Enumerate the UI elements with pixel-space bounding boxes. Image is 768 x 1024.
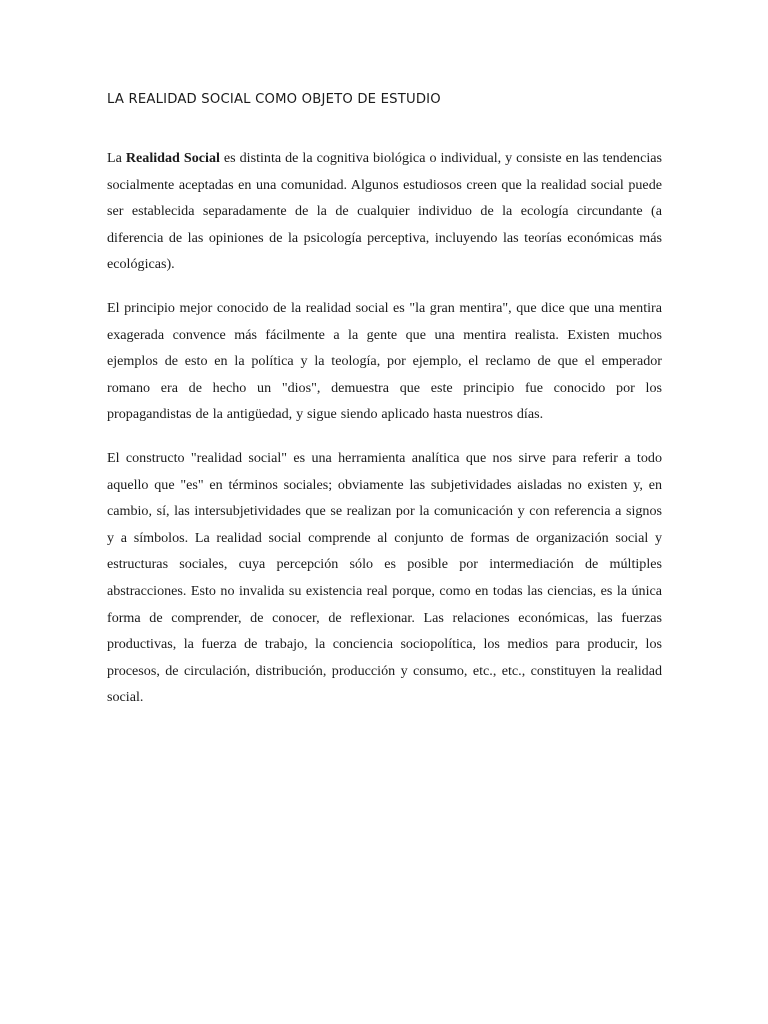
document-title: LA REALIDAD SOCIAL COMO OBJETO DE ESTUDIO xyxy=(107,92,441,107)
paragraph-1-lead: La xyxy=(107,150,126,166)
paragraph-1-text: es distinta de la cognitiva biológica o individual, y consiste en las tendencias socialmente aceptadas en una comunidad. Algunos estudiosos creen que la realidad social puede ser establecida separadamente de la de cualquier individuo de la ecología circundante (a diferencia de las opiniones de la psicología perceptiva, incluyendo las teorías económicas más ecológicas). xyxy=(107,150,662,273)
realidad-social-term: Realidad Social xyxy=(125,150,220,166)
paragraph-3: El constructo "realidad social" es una herramienta analítica que nos sirve para referir a todo aquello que "es" en términos sociales; obviamente las subjetividades aisladas no existen y, en cambio, sí, las intersubjetividades que se realizan por la comunicación y con referencia a signos y a símbolos. La realidad social comprende al conjunto de formas de organización social y estructuras sociales, cuya percepción sólo es posible por intermediación de múltiples abstracciones. Esto no invalida su existencia real porque, como en todas las ciencias, es la única forma de comprender, de conocer, de reflexionar. Las relaciones económicas, las fuerzas productivas, la fuerza de trabajo, la conciencia sociopolítica, los medios para producir, los procesos, de circulación, distribución, producción y consumo, etc., etc., constituyen la realidad social. xyxy=(107,449,662,706)
document-body xyxy=(107,89,662,728)
paragraph-1 xyxy=(107,145,662,278)
paragraph-2: El principio mejor conocido de la realidad social es "la gran mentira", que dice que una mentira exagerada convence más fácilmente a la gente que una mentira realista. Existen muchos ejemplos de esto en la política y la teología, por ejemplo, el reclamo de que el emperador romano era de hecho un "dios", demuestra que este principio fue conocido por los propagandistas de la antigüedad, y sigue siendo aplicado hasta nuestros días. xyxy=(107,299,662,423)
